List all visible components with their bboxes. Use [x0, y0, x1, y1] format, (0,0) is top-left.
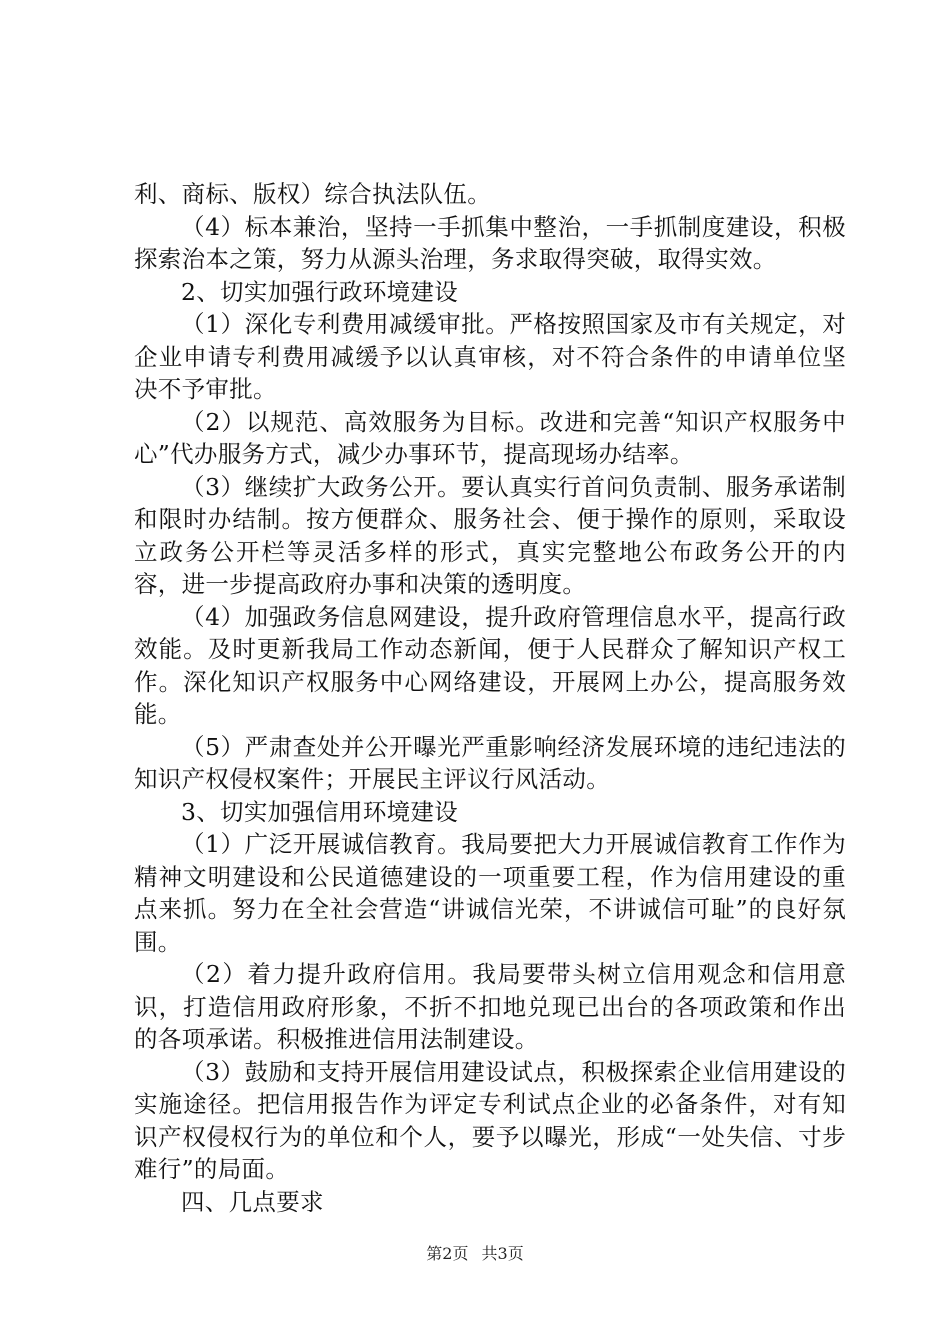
paragraph: （4）加强政务信息网建设，提升政府管理信息水平，提高行政效能。及时更新我局工作动态新闻，便于人民群众了解知识产权工作。深化知识产权服务中心网络建设，开展网上办公，提高服务效能。: [134, 602, 846, 728]
paragraph: 利、商标、版权）综合执法队伍。: [134, 180, 491, 208]
section-heading: 2、切实加强行政环境建设: [181, 277, 459, 306]
section-heading: 四、几点要求: [181, 1187, 324, 1216]
section-heading: 3、切实加强信用环境建设: [181, 797, 459, 826]
paragraph: （3）继续扩大政务公开。要认真实行首问负责制、服务承诺制和限时办结制。按方便群众、服务社会、便于操作的原则，采取设立政务公开栏等灵活多样的形式，真实完整地公布政务公开的内容，进一步提高政府办事和决策的透明度。: [134, 472, 846, 598]
paragraph: （2）着力提升政府信用。我局要带头树立信用观念和信用意识，打造信用政府形象，不折不扣地兑现已出台的各项政策和作出的各项承诺。积极推进信用法制建设。: [134, 960, 846, 1053]
page-number: 第2页: [426, 1244, 469, 1263]
page-total: 共3页: [481, 1244, 524, 1263]
paragraph: （1）深化专利费用减缓审批。严格按照国家及市有关规定，对企业申请专利费用减缓予以认真审核，对不符合条件的申请单位坚决不予审批。: [134, 310, 846, 403]
paragraph: （5）严肃查处并公开曝光严重影响经济发展环境的违纪违法的知识产权侵权案件；开展民主评议行风活动。: [134, 732, 846, 793]
paragraph: （1）广泛开展诚信教育。我局要把大力开展诚信教育工作作为精神文明建设和公民道德建设的一项重要工程，作为信用建设的重点来抓。努力在全社会营造“讲诚信光荣，不讲诚信可耻”的良好氛围。: [134, 830, 846, 956]
paragraph: （2）以规范、高效服务为目标。改进和完善“知识产权服务中心”代办服务方式，减少办事环节，提高现场办结率。: [134, 407, 846, 468]
paragraph: （4）标本兼治，坚持一手抓集中整治，一手抓制度建设，积极探索治本之策，努力从源头治理，务求取得突破，取得实效。: [134, 212, 846, 273]
page-footer: [0, 1244, 950, 1264]
document-body: [134, 178, 846, 1218]
paragraph: （3）鼓励和支持开展信用建设试点，积极探索企业信用建设的实施途径。把信用报告作为评定专利试点企业的必备条件，对有知识产权侵权行为的单位和个人，要予以曝光，形成“一处失信、寸步难行”的局面。: [134, 1057, 846, 1183]
